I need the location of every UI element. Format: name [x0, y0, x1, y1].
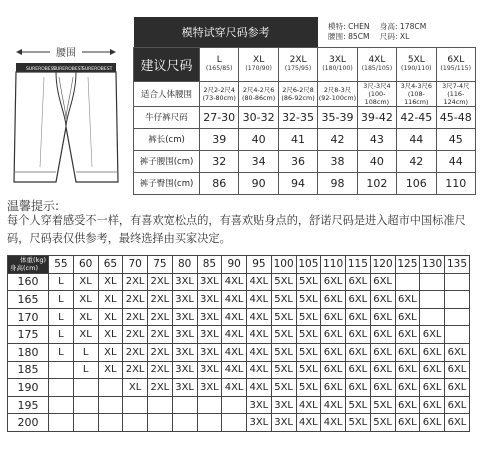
size-cell — [397, 81, 436, 106]
size-cell: 45 — [436, 128, 475, 150]
size-cell — [278, 81, 317, 106]
grid-cell: 6XL — [370, 379, 395, 397]
model-info-line-1 — [318, 22, 476, 32]
grid-cell — [445, 326, 470, 344]
grid-cell: 6XL — [346, 308, 371, 326]
grid-row — [8, 379, 470, 397]
size-cell: 39-42 — [357, 106, 396, 128]
shorts-diagram — [6, 17, 126, 193]
size-sub: (170/90) — [245, 65, 272, 72]
grid-cell: 3XL — [247, 396, 272, 414]
size-cell: 45-48 — [436, 106, 475, 128]
grid-cell: XL — [98, 308, 123, 326]
grid-cell: 3XL — [172, 291, 197, 309]
grid-cell: 6XL — [370, 291, 395, 309]
grid-row — [8, 291, 470, 309]
grid-cell: 2XL — [123, 308, 148, 326]
size-row — [134, 150, 476, 172]
band-text-mid: SUREROBEST — [53, 67, 84, 72]
size-cell: 42-45 — [397, 106, 436, 128]
grid-cell: 5XL — [296, 326, 321, 344]
size-row — [134, 81, 476, 106]
grid-cell: XL — [98, 291, 123, 309]
model-info — [318, 17, 476, 47]
height-header: 195 — [8, 396, 49, 414]
grid-row — [8, 343, 470, 361]
grid-cell — [98, 414, 123, 432]
size-row — [134, 128, 476, 150]
grid-cell: 3XL — [172, 308, 197, 326]
size-cell: 44 — [436, 150, 475, 172]
size-cell: 40 — [239, 128, 278, 150]
size-cell: 94 — [278, 172, 317, 194]
grid-cell: 4XL — [222, 273, 247, 291]
size-row-label: 牛仔裤尺码 — [134, 106, 200, 128]
grid-cell: 6XL — [395, 379, 420, 397]
grid-cell — [73, 414, 98, 432]
tips-title: 温馨提示: — [7, 199, 60, 213]
band-text-left: SUREROBEST — [26, 67, 57, 72]
size-cell — [357, 81, 396, 106]
size-cell-line-1: 3尺7-4尺 — [442, 81, 470, 90]
size-cell: 86 — [200, 172, 239, 194]
grid-cell: L — [73, 343, 98, 361]
size-cell: 98 — [318, 172, 357, 194]
grid-cell: 5XL — [271, 308, 296, 326]
grid-cell — [73, 379, 98, 397]
weight-header: 120 — [370, 256, 395, 274]
grid-cell: 5XL — [346, 396, 371, 414]
grid-cell: 4XL — [321, 396, 346, 414]
size-table — [133, 17, 476, 195]
grid-cell: 3XL — [172, 343, 197, 361]
grid-cell: 5XL — [296, 291, 321, 309]
model-size: 尺码: XL — [379, 31, 410, 41]
grid-cell: 5XL — [346, 414, 371, 432]
grid-row — [8, 273, 470, 291]
size-header-label: 建议尺码 — [134, 47, 200, 81]
grid-cell: 3XL — [197, 361, 222, 379]
model-name: 模特: CHEN — [327, 21, 370, 31]
grid-cell: 6XL — [370, 326, 395, 344]
grid-cell: 3XL — [197, 343, 222, 361]
grid-cell: 3XL — [197, 273, 222, 291]
grid-cell: 2XL — [148, 326, 173, 344]
grid-cell: 2XL — [123, 273, 148, 291]
size-col-4xl — [357, 47, 396, 81]
grid-cell: 2XL — [148, 343, 173, 361]
grid-cell: 6XL — [395, 308, 420, 326]
grid-cell: 6XL — [445, 361, 470, 379]
grid-cell: 5XL — [296, 361, 321, 379]
grid-cell: 6XL — [370, 273, 395, 291]
grid-cell: 6XL — [395, 343, 420, 361]
grid-cell: 6XL — [321, 308, 346, 326]
grid-cell: 2XL — [148, 308, 173, 326]
grid-cell: L — [49, 308, 74, 326]
grid-cell: 5XL — [370, 396, 395, 414]
grid-cell: 4XL — [296, 396, 321, 414]
height-header: 190 — [8, 379, 49, 397]
grid-body — [8, 273, 470, 431]
size-cell: 40 — [357, 150, 396, 172]
grid-cell: 4XL — [247, 308, 272, 326]
height-header: 160 — [8, 273, 49, 291]
size-table-body — [134, 81, 476, 194]
size-cell-line-2: (116-124cm) — [443, 89, 468, 106]
weight-header: 100 — [271, 256, 296, 274]
size-cell: 38 — [318, 150, 357, 172]
grid-cell: 6XL — [420, 379, 445, 397]
grid-cell — [172, 396, 197, 414]
size-header-row — [134, 47, 476, 81]
size-cell-line-1: 2尺6-2尺8 — [282, 85, 314, 94]
grid-cell: 3XL — [172, 273, 197, 291]
grid-cell: 6XL — [445, 396, 470, 414]
grid-cell — [197, 414, 222, 432]
weight-header: 105 — [296, 256, 321, 274]
weight-header: 90 — [222, 256, 247, 274]
grid-cell: 2XL — [148, 273, 173, 291]
weight-header: 65 — [98, 256, 123, 274]
size-cell: 27-30 — [200, 106, 239, 128]
height-header: 165 — [8, 291, 49, 309]
grid-cell: 4XL — [247, 326, 272, 344]
grid-cell: 6XL — [321, 326, 346, 344]
grid-cell: 4XL — [247, 291, 272, 309]
grid-cell: 5XL — [370, 414, 395, 432]
grid-cell — [445, 273, 470, 291]
grid-header-row — [8, 256, 470, 274]
size-cell-line-2: (108-116cm) — [404, 89, 429, 106]
grid-cell: 6XL — [445, 343, 470, 361]
grid-cell: 4XL — [222, 361, 247, 379]
grid-cell: 6XL — [346, 379, 371, 397]
grid-cell: 4XL — [222, 308, 247, 326]
grid-cell: 6XL — [370, 361, 395, 379]
grid-cell — [420, 308, 445, 326]
grid-cell — [123, 414, 148, 432]
grid-cell: L — [73, 361, 98, 379]
size-cell-line-1: 2尺4-2尺6 — [242, 85, 275, 94]
grid-cell: 6XL — [370, 308, 395, 326]
size-row-label: 裤子臀围(cm) — [134, 172, 200, 194]
grid-cell: 3XL — [172, 326, 197, 344]
grid-corner-weight: 体重(kg) — [20, 256, 46, 265]
grid-row — [8, 308, 470, 326]
size-name: 2XL — [289, 55, 307, 65]
grid-cell: 5XL — [271, 379, 296, 397]
grid-cell: 3XL — [172, 379, 197, 397]
grid-corner-height: 身高(cm) — [10, 264, 38, 273]
grid-cell: 5XL — [296, 379, 321, 397]
size-cell: 44 — [397, 128, 436, 150]
grid-cell: 3XL — [197, 291, 222, 309]
grid-cell: 2XL — [123, 326, 148, 344]
grid-cell: 6XL — [395, 361, 420, 379]
weight-header: 95 — [247, 256, 272, 274]
size-sub: (195/115) — [440, 65, 472, 72]
size-cell: 42 — [397, 150, 436, 172]
grid-cell: 3XL — [197, 326, 222, 344]
size-sub: (185/105) — [361, 65, 393, 72]
grid-cell: 4XL — [247, 273, 272, 291]
size-cell: 30-32 — [239, 106, 278, 128]
size-cell-line-1: 2尺8-3尺 — [323, 85, 352, 94]
height-header: 185 — [8, 361, 49, 379]
model-height: 身高: 178CM — [379, 21, 427, 31]
weight-header: 110 — [321, 256, 346, 274]
size-cell-line-2: (73-80cm) — [202, 93, 236, 102]
size-cell: 39 — [200, 128, 239, 150]
grid-cell: L — [49, 273, 74, 291]
grid-cell — [98, 379, 123, 397]
size-col-6xl — [436, 47, 475, 81]
size-cell — [239, 81, 278, 106]
grid-cell: 4XL — [321, 414, 346, 432]
grid-cell: XL — [73, 308, 98, 326]
grid-cell: 6XL — [395, 326, 420, 344]
weight-header: 55 — [49, 256, 74, 274]
grid-cell: XL — [73, 291, 98, 309]
grid-cell: 6XL — [321, 291, 346, 309]
grid-cell — [49, 414, 74, 432]
grid-cell: 6XL — [346, 343, 371, 361]
grid-cell — [148, 396, 173, 414]
size-cell: 106 — [397, 172, 436, 194]
grid-cell: 2XL — [123, 343, 148, 361]
weight-header: 85 — [197, 256, 222, 274]
weight-header: 125 — [395, 256, 420, 274]
grid-cell — [197, 396, 222, 414]
grid-cell: 4XL — [222, 379, 247, 397]
weight-header: 135 — [445, 256, 470, 274]
arrow-right-icon — [110, 49, 116, 55]
grid-cell — [148, 414, 173, 432]
size-cell-line-2: (80-86cm) — [241, 93, 276, 102]
size-name: L — [216, 55, 222, 65]
size-row-label: 裤长(cm) — [134, 128, 200, 150]
grid-row — [8, 396, 470, 414]
grid-cell — [49, 379, 74, 397]
size-cell: 110 — [436, 172, 475, 194]
weight-header: 115 — [346, 256, 371, 274]
grid-cell: XL — [73, 273, 98, 291]
size-row — [134, 106, 476, 128]
grid-cell — [222, 396, 247, 414]
grid-cell: 3XL — [247, 414, 272, 432]
grid-cell — [420, 291, 445, 309]
grid-cell: 6XL — [395, 291, 420, 309]
grid-cell: 5XL — [271, 291, 296, 309]
grid-cell: 5XL — [271, 361, 296, 379]
weight-header: 75 — [148, 256, 173, 274]
size-cell-line-1: 2尺2-2尺4 — [203, 85, 235, 94]
grid-cell: 6XL — [346, 273, 371, 291]
grid-cell: 4XL — [222, 291, 247, 309]
grid-row — [8, 361, 470, 379]
grid-cell: XL — [123, 379, 148, 397]
grid-cell: 2XL — [123, 291, 148, 309]
size-name: XL — [253, 55, 265, 65]
size-cell: 35-39 — [318, 106, 357, 128]
grid-cell: 6XL — [445, 379, 470, 397]
grid-cell: 4XL — [247, 343, 272, 361]
grid-cell: XL — [98, 273, 123, 291]
grid-cell: L — [49, 326, 74, 344]
height-header: 180 — [8, 343, 49, 361]
grid-cell: 6XL — [346, 326, 371, 344]
grid-cell — [445, 308, 470, 326]
size-row-label: 裤子腰围(cm) — [134, 150, 200, 172]
grid-row — [8, 414, 470, 432]
grid-cell: 3XL — [271, 396, 296, 414]
grid-cell: L — [49, 343, 74, 361]
size-col-xl — [239, 47, 278, 81]
size-cell: 32 — [200, 150, 239, 172]
grid-cell — [395, 273, 420, 291]
size-row — [134, 172, 476, 194]
grid-cell: XL — [98, 343, 123, 361]
grid-cell: 5XL — [296, 308, 321, 326]
grid-cell: 4XL — [247, 379, 272, 397]
size-cell: 36 — [278, 150, 317, 172]
arrow-left-icon — [16, 49, 22, 55]
size-row-label: 适合人体腰围 — [134, 81, 200, 106]
grid-cell — [172, 414, 197, 432]
grid-cell: 5XL — [271, 343, 296, 361]
grid-cell: 3XL — [197, 379, 222, 397]
grid-cell — [73, 396, 98, 414]
grid-cell: 4XL — [247, 361, 272, 379]
size-sub: (180/100) — [322, 65, 353, 72]
grid-cell: XL — [73, 326, 98, 344]
weight-header: 70 — [123, 256, 148, 274]
top-section — [6, 17, 476, 193]
grid-cell: 4XL — [296, 414, 321, 432]
waist-label: 腰围 — [56, 48, 76, 59]
grid-cell: 5XL — [296, 343, 321, 361]
grid-cell: 2XL — [123, 361, 148, 379]
model-waist: 腰围: 85CM — [327, 31, 370, 41]
weight-header: 80 — [172, 256, 197, 274]
size-name: 5XL — [407, 55, 425, 65]
size-cell-line-2: (100-108cm) — [364, 89, 390, 106]
grid-cell: 6XL — [370, 343, 395, 361]
model-title: 模特试穿尺码参考 — [134, 17, 318, 47]
size-cell — [200, 81, 239, 106]
height-header: 200 — [8, 414, 49, 432]
grid-cell: XL — [98, 326, 123, 344]
grid-cell: 2XL — [148, 291, 173, 309]
size-cell — [318, 81, 357, 106]
size-col-3xl — [318, 47, 357, 81]
grid-cell: 4XL — [222, 343, 247, 361]
grid-cell — [49, 361, 74, 379]
size-col-l — [200, 47, 239, 81]
size-name: 6XL — [447, 55, 465, 65]
grid-cell: 6XL — [321, 273, 346, 291]
grid-cell: 3XL — [271, 414, 296, 432]
grid-cell: 2XL — [148, 361, 173, 379]
grid-cell: 6XL — [346, 291, 371, 309]
grid-cell: 4XL — [222, 326, 247, 344]
height-header: 175 — [8, 326, 49, 344]
size-cell-line-2: (92-100cm) — [318, 93, 357, 102]
size-cell: 32-35 — [278, 106, 317, 128]
grid-cell: 6XL — [420, 343, 445, 361]
grid-cell: 6XL — [420, 326, 445, 344]
weight-header: 130 — [420, 256, 445, 274]
grid-corner — [8, 256, 49, 274]
size-cell: 90 — [239, 172, 278, 194]
size-sub: (165/85) — [205, 65, 233, 72]
grid-cell: 3XL — [197, 308, 222, 326]
grid-cell: 6XL — [346, 361, 371, 379]
grid-cell: 6XL — [321, 343, 346, 361]
size-cell: 34 — [239, 150, 278, 172]
grid-cell: L — [49, 291, 74, 309]
size-cell-line-1: 3尺4-3尺6 — [400, 81, 432, 90]
size-cell-line-1: 3尺-3尺4 — [363, 81, 391, 90]
grid-cell: 6XL — [395, 396, 420, 414]
grid-cell: 6XL — [321, 361, 346, 379]
size-cell — [436, 81, 475, 106]
weight-header: 60 — [73, 256, 98, 274]
size-cell: 43 — [357, 128, 396, 150]
size-cell: 102 — [357, 172, 396, 194]
model-row — [134, 17, 476, 47]
grid-cell: 3XL — [172, 361, 197, 379]
grid-cell: 5XL — [271, 273, 296, 291]
tips-text: 每个人穿着感受不一样，有喜欢宽松点的，有喜欢贴身点的，舒诺尺码是进入超市中国标准尺码，尺码表仅供参考，最终选择由买家决定。 — [7, 214, 466, 245]
grid-cell: 6XL — [420, 361, 445, 379]
height-header: 170 — [8, 308, 49, 326]
grid-cell: 6XL — [445, 414, 470, 432]
grid-cell — [445, 291, 470, 309]
height-weight-grid — [7, 255, 470, 432]
size-sub: (175/95) — [284, 65, 312, 72]
grid-cell: 6XL — [395, 414, 420, 432]
grid-cell — [49, 396, 74, 414]
grid-cell — [420, 273, 445, 291]
model-info-line-2 — [318, 32, 476, 42]
size-cell-line-2: (86-92cm) — [281, 93, 315, 102]
size-cell: 41 — [278, 128, 317, 150]
size-cell: 42 — [318, 128, 357, 150]
size-name: 4XL — [368, 55, 386, 65]
grid-cell: 5XL — [271, 326, 296, 344]
grid-cell: 5XL — [296, 273, 321, 291]
size-sub: (190/110) — [401, 65, 432, 72]
band-text-right: SUREROBEST — [82, 67, 113, 72]
grid-cell: 2XL — [148, 379, 173, 397]
grid-cell: 6XL — [321, 379, 346, 397]
grid-cell: XL — [98, 361, 123, 379]
grid-cell: 6XL — [420, 414, 445, 432]
grid-row — [8, 326, 470, 344]
grid-cell — [222, 414, 247, 432]
size-col-5xl — [397, 47, 436, 81]
grid-cell: 6XL — [420, 396, 445, 414]
size-col-2xl — [278, 47, 317, 81]
size-name: 3XL — [329, 55, 346, 65]
grid-cell — [123, 396, 148, 414]
grid-cell — [98, 396, 123, 414]
